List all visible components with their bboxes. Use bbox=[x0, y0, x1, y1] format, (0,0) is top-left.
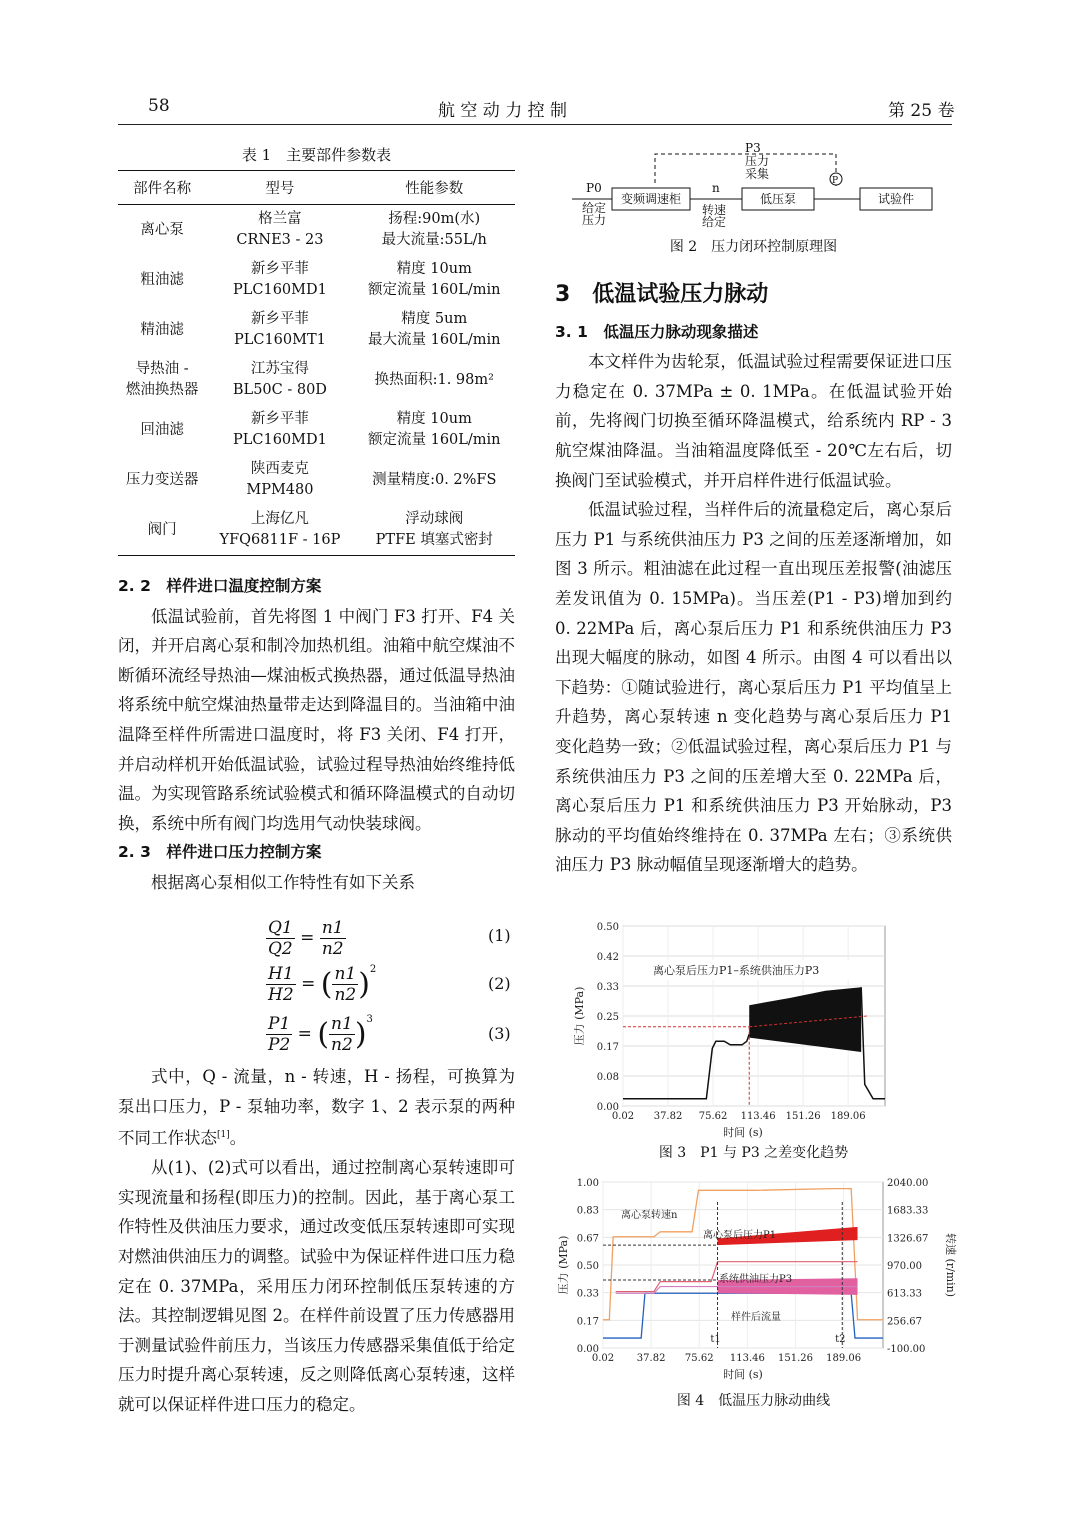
x-tick-label: 113.46 bbox=[740, 1111, 776, 1122]
figure2-diagram bbox=[570, 140, 950, 240]
paragraph: 本文样件为齿轮泵，低温试验过程需要保证进口压力稳定在 0. 37MPa ± 0. 1MPa。在低温试验开始前，先将阀门切换至循环降温模式，给系统内 RP - 3 航空煤油降温。当油箱温度降低至 - 20℃左右后，切换阀门至试验模式，并开启样件进行低温试验。 bbox=[555, 352, 952, 490]
cell-line: 新乡平菲 bbox=[250, 411, 309, 427]
x-tick-label: 0.02 bbox=[611, 1111, 635, 1122]
paragraph: 式中，Q - 流量，n - 转速，H - 扬程，可换算为泵出口压力，P - 泵轴功率，数字 1、2 表示泵的两种不同工作状态[1]。 bbox=[118, 1067, 515, 1148]
cell-line: 陕西麦克 bbox=[250, 461, 309, 477]
p3-desc-1: 压力 bbox=[745, 154, 770, 168]
y-tick-label: 0.50 bbox=[576, 1261, 599, 1272]
cell-line: 精度 5um bbox=[401, 311, 468, 327]
left-column bbox=[118, 572, 515, 898]
cell-perf bbox=[354, 505, 515, 556]
given-label-1: 给定 bbox=[582, 201, 607, 215]
y2-tick-label: 613.33 bbox=[887, 1288, 922, 1300]
test-label: 试验件 bbox=[877, 192, 915, 206]
cell-name: 精油滤 bbox=[140, 321, 184, 338]
y2-tick-label: 1326.67 bbox=[887, 1233, 929, 1245]
cell-line: PTFE 填塞式密封 bbox=[375, 532, 493, 548]
table-row bbox=[118, 255, 515, 305]
cell-line: 江苏宝得 bbox=[250, 361, 309, 377]
cell-model bbox=[206, 305, 353, 355]
paragraph: 从(1)、(2)式可以看出，通过控制离心泵转速即可实现流量和扬程(即压力)的控制。因此，基于离心泵工作特性及供油压力要求，通过改变低压泵转速即可实现对燃油供油压力的调整。试验中为保证样件进口压力稳定在 0. 37MPa，采用压力闭环控制低压泵转速的方法。其控制逻辑见图 2。在样件前设置了压力传感器用于测量试验件前压力，当该压力传感器采集值低于给定压力时提升离心泵转速，反之则降低离心泵转速，这样就可以保证样件进口压力的稳定。 bbox=[118, 1158, 515, 1415]
cell-model bbox=[206, 355, 353, 405]
journal-title: 航 空 动 力 控 制 bbox=[438, 101, 568, 121]
x-tick-label: 113.46 bbox=[729, 1353, 765, 1364]
left-column-bottom bbox=[118, 1062, 515, 1420]
pump-label: 低压泵 bbox=[759, 192, 797, 206]
cell-line: 额定流量 160L/min bbox=[367, 282, 501, 298]
cell-model bbox=[206, 505, 353, 556]
p0-label: P0 bbox=[586, 181, 602, 195]
page-number: 58 bbox=[148, 96, 170, 116]
given-label-2: 压力 bbox=[582, 213, 607, 227]
y-tick-label: 0.42 bbox=[596, 952, 619, 963]
table1-caption: 表 1 主要部件参数表 bbox=[241, 146, 392, 164]
equations bbox=[118, 914, 515, 1064]
figure2-caption: 图 2 压力闭环控制原理图 bbox=[669, 239, 838, 255]
table-row bbox=[118, 455, 515, 505]
cell-name: 离心泵 bbox=[140, 221, 184, 238]
paragraph: 低温试验过程，当样件后的流量稳定后，离心泵后压力 P1 与系统供油压力 P3 之间的压差逐渐增加，如图 3 所示。粗油滤在此过程一直出现压差报警(油滤压差发讯值为 0. 15MPa)。当压差(P1 - P3)增加到约 0. 22MPa 后，离心泵后压力 P1 和系统供油压力 P3 出现大幅度的脉动，如图 4 所示。由图 4 可以看出以下趋势：①随试验进行，离心泵后压力 P1 平均值呈上升趋势，离心泵转速 n 变化趋势与离心泵后压力 P1 变化趋势一致；②低温试验过程，离心泵后压力 P1 与系统供油压力 P3 之间的压差增大至 0. 22MPa 后，离心泵后压力 P1 和系统供油压力 P3 开始脉动，P3 脉动的平均值始终维持在 0. 37MPa 左右；③系统供油压力 P3 脉动幅值呈现逐渐增大的趋势。 bbox=[555, 500, 952, 875]
table-row bbox=[118, 405, 515, 455]
p3-label: P3 bbox=[745, 141, 761, 155]
legend-label: 离心泵后压力P1–系统供油压力P3 bbox=[653, 964, 820, 977]
label-p3: 系统供油压力P3 bbox=[719, 1274, 793, 1285]
x-tick-label: 189.06 bbox=[826, 1353, 862, 1364]
label-flow: 样件后流量 bbox=[731, 1312, 781, 1323]
cell-line: 精度 10um bbox=[396, 261, 472, 277]
cell-line: 最大流量:55L/h bbox=[381, 232, 487, 248]
x-tick-label: 37.82 bbox=[636, 1353, 666, 1364]
label-speed: 离心泵转速n bbox=[621, 1210, 678, 1221]
y-tick-label: 0.33 bbox=[596, 982, 619, 993]
cell-line: 新乡平菲 bbox=[250, 311, 309, 327]
speed-label-1: 转速 bbox=[702, 203, 727, 217]
y2-axis-label: 转速 (r/min) bbox=[944, 1232, 957, 1298]
y-tick-label: 0.00 bbox=[596, 1102, 619, 1113]
paragraph: 低温试验前，首先将图 1 中阀门 F3 打开、F4 关闭，并开启离心泵和制冷加热机组。油箱中航空煤油不断循环流经导热油—煤油板式换热器，通过低温导热油将系统中航空煤油热量带走达到降温目的。当油箱中油温降至样件所需进口温度时，将 F3 关闭、F4 打开，并启动样机开始低温试验，试验过程导热油始终维持低温。为实现管路系统试验模式和循环降温模式的自动切换，系统中所有阀门均选用气动快装球阀。 bbox=[118, 606, 515, 833]
label-p1: 离心泵后压力P1 bbox=[703, 1230, 777, 1241]
x-tick-label: 151.26 bbox=[777, 1353, 813, 1364]
table-row bbox=[118, 305, 515, 355]
table-row bbox=[118, 355, 515, 405]
y-tick-label: 0.00 bbox=[576, 1344, 599, 1355]
y-tick-label: 0.17 bbox=[576, 1316, 599, 1328]
cell-line: 额定流量 160L/min bbox=[367, 432, 501, 448]
section-heading: 3 低温试验压力脉动 bbox=[555, 282, 769, 307]
cell-perf bbox=[354, 305, 515, 355]
speed-label-2: 给定 bbox=[702, 215, 727, 229]
x-tick-label: 37.82 bbox=[653, 1111, 683, 1122]
cell-line: 格兰富 bbox=[258, 211, 302, 227]
equation-1: $\frac{Q1}{Q2}$ = $\frac{n1}{n2}$ bbox=[268, 918, 344, 959]
cell-model bbox=[206, 255, 353, 305]
y-tick-label: 0.33 bbox=[576, 1288, 599, 1300]
section-heading: 2. 2 样件进口温度控制方案 bbox=[118, 577, 322, 595]
cell-perf bbox=[354, 455, 515, 505]
x-tick-label: 0.02 bbox=[591, 1353, 615, 1364]
y2-tick-label: 2040.00 bbox=[887, 1178, 929, 1189]
table-row bbox=[118, 205, 515, 256]
col-header: 部件名称 bbox=[118, 171, 206, 205]
cell-line: 新乡平菲 bbox=[250, 261, 309, 277]
cell-perf bbox=[354, 405, 515, 455]
cell-name: 阀门 bbox=[118, 505, 206, 556]
vfd-label: 变频调速柜 bbox=[620, 192, 682, 206]
cell-model bbox=[206, 205, 353, 256]
equation-number: (2) bbox=[488, 974, 511, 993]
x-tick-label: 189.06 bbox=[830, 1111, 866, 1122]
label-t1: t1 bbox=[710, 1334, 721, 1345]
label-t2: t2 bbox=[835, 1334, 846, 1345]
x-tick-label: 75.62 bbox=[684, 1353, 714, 1364]
x-tick-label: 75.62 bbox=[698, 1111, 728, 1122]
y2-tick-label: 256.67 bbox=[887, 1316, 922, 1328]
p3-desc-2: 采集 bbox=[745, 167, 770, 181]
cell-name: 回油滤 bbox=[140, 421, 184, 438]
section-heading: 2. 3 样件进口压力控制方案 bbox=[118, 843, 322, 862]
table-row bbox=[118, 505, 515, 556]
cell-line: 最大流量 160L/min bbox=[367, 332, 501, 348]
cell-line: 上海亿凡 bbox=[250, 511, 309, 527]
cell-line: 浮动球阀 bbox=[405, 511, 464, 527]
n-label: n bbox=[712, 181, 720, 195]
y-tick-label: 0.67 bbox=[576, 1233, 599, 1245]
cell-perf bbox=[354, 205, 515, 256]
cell-name: 粗油滤 bbox=[140, 271, 184, 288]
paragraph: 根据离心泵相似工作特性有如下关系 bbox=[151, 872, 415, 892]
cell-line: MPM480 bbox=[246, 482, 314, 498]
y-axis-label: 压力 (MPa) bbox=[557, 1235, 570, 1295]
table1 bbox=[118, 170, 515, 556]
figure4-chart bbox=[555, 1172, 957, 1384]
cell-name: 压力变送器 bbox=[125, 471, 199, 488]
cell-perf bbox=[354, 255, 515, 305]
col-header: 型号 bbox=[206, 171, 353, 205]
cell-line: CRNE3 - 23 bbox=[236, 232, 324, 248]
equation-number: (1) bbox=[488, 926, 511, 945]
cell-line: PLC160MD1 bbox=[232, 432, 327, 448]
table-header-row bbox=[118, 171, 515, 205]
cell-model bbox=[206, 455, 353, 505]
cell-line: PLC160MD1 bbox=[232, 282, 327, 298]
figure3-caption: 图 3 P1 与 P3 之差变化趋势 bbox=[658, 1145, 849, 1161]
cell-line: 扬程:90m(水) bbox=[388, 211, 481, 227]
col-header: 性能参数 bbox=[354, 171, 515, 205]
volume: 第 25 卷 bbox=[888, 101, 955, 121]
x-axis-label: 时间 (s) bbox=[723, 1368, 763, 1381]
y-tick-label: 0.08 bbox=[596, 1072, 619, 1083]
equation-2: $\frac{H1}{H2}$ = ( $\frac{n1}{n2}$ )$^2$ bbox=[268, 964, 377, 1005]
cell-line: PLC160MT1 bbox=[233, 332, 326, 348]
cell-line: 换热面积:1. 98m² bbox=[374, 371, 494, 388]
cell-line: 测量精度:0. 2%FS bbox=[372, 471, 497, 488]
cell-perf bbox=[354, 355, 515, 405]
y2-tick-label: 970.00 bbox=[887, 1261, 922, 1272]
figure3-chart bbox=[555, 918, 952, 1140]
x-tick-label: 151.26 bbox=[785, 1111, 821, 1122]
equation-3: $\frac{P1}{P2}$ = ( $\frac{n1}{n2}$ )$^3$ bbox=[268, 1014, 373, 1055]
cell-line: BL50C - 80D bbox=[232, 382, 327, 398]
figure4-caption: 图 4 低温压力脉动曲线 bbox=[676, 1393, 831, 1409]
y-tick-label: 0.17 bbox=[596, 1042, 619, 1053]
y-tick-label: 1.00 bbox=[576, 1178, 599, 1189]
x-axis-label: 时间 (s) bbox=[723, 1126, 763, 1139]
y-axis-label: 压力 (MPa) bbox=[573, 986, 586, 1046]
cell-line: 精度 10um bbox=[396, 411, 472, 427]
y2-tick-label: 1683.33 bbox=[887, 1205, 929, 1217]
y2-tick-label: -100.00 bbox=[887, 1344, 926, 1355]
cell-line: YFQ6811F - 16P bbox=[219, 532, 341, 548]
equation-number: (3) bbox=[488, 1024, 511, 1043]
y-tick-label: 0.25 bbox=[596, 1012, 619, 1023]
cell-name: 导热油 - 燃油换热器 bbox=[125, 361, 199, 398]
section-heading: 3. 1 低温压力脉动现象描述 bbox=[555, 322, 759, 341]
sensor-label: P bbox=[832, 176, 839, 186]
y-tick-label: 0.83 bbox=[576, 1205, 599, 1217]
y-tick-label: 0.50 bbox=[596, 922, 619, 933]
header-rule bbox=[118, 124, 952, 125]
cell-model bbox=[206, 405, 353, 455]
right-column bbox=[555, 280, 952, 880]
